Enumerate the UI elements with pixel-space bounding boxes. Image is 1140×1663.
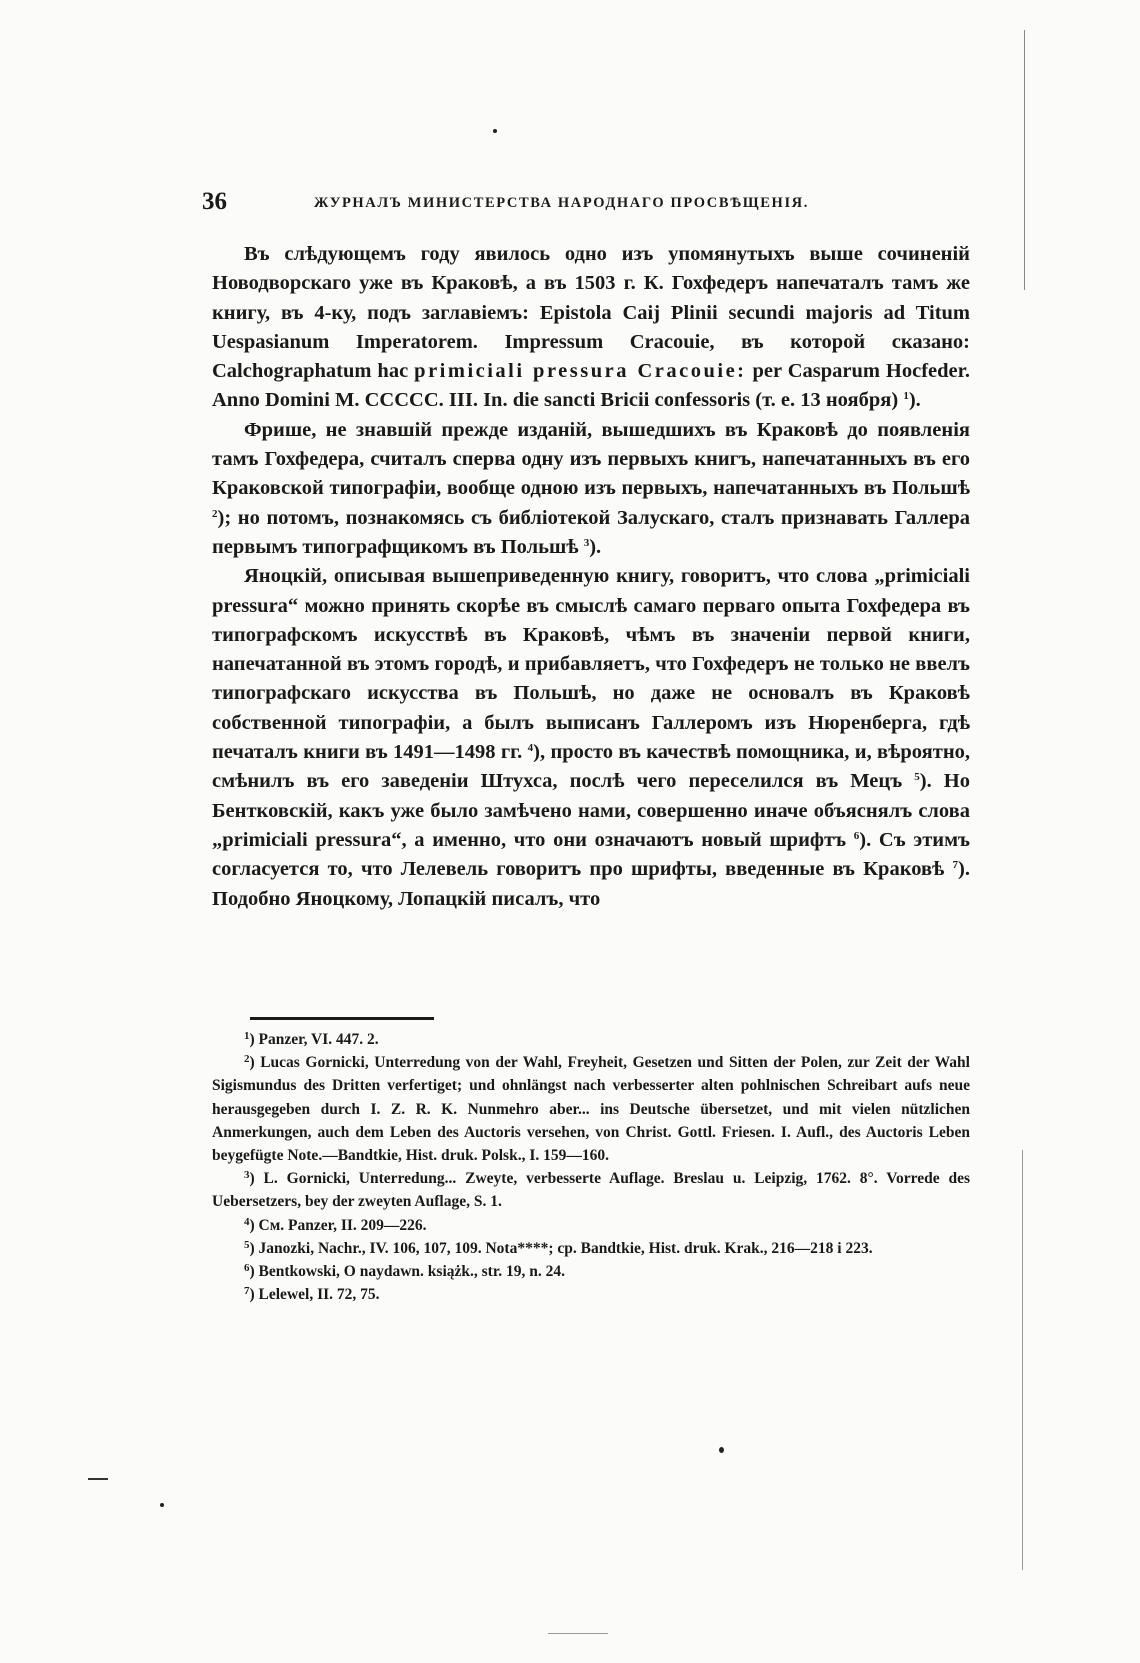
footnote: $^5$) Janozki, Nachr., IV. 106, 107, 109. Nota****; ср. Bandtkie, Hist. druk. Krak., 216—218 i 223. xyxy=(244,1238,873,1257)
body-text xyxy=(212,240,970,914)
scan-speck xyxy=(719,1447,724,1453)
note-ref: 1 xyxy=(903,390,909,403)
footnote-mark: 7 xyxy=(244,1285,250,1298)
footnote: $^1$) Panzer, VI. 447. 2. xyxy=(244,1030,379,1048)
footnote-mark: 4 xyxy=(244,1215,250,1228)
footnote-mark: 2 xyxy=(244,1053,250,1066)
note-ref: 6 xyxy=(853,829,860,842)
note-ref: 5 xyxy=(914,771,920,784)
footnote: $^7$) Lelewel, II. 72, 75. xyxy=(244,1285,380,1304)
note-ref: 2 xyxy=(212,507,218,520)
spaced-quote: primiciali pressura Cracouie: xyxy=(414,360,747,383)
footnote-mark: 3 xyxy=(244,1169,250,1182)
footnote-mark: 5 xyxy=(244,1238,250,1251)
footnote: $^4$) См. Panzer, II. 209—226. xyxy=(244,1215,427,1234)
page-number: 36 xyxy=(202,188,227,215)
scan-edge-line xyxy=(88,1478,108,1480)
footnote: $^3$) L. Gornicki, Unterredung... Zweyte, verbesserte Auflage. Breslau u. Leipzig, 1762. 8°. Vorrede des Uebersetzers, bey der zweyten Auflage, S. 1. xyxy=(212,1169,970,1211)
footnote: $^6$) Bentkowski, O naydawn. książk., str. 19, n. 24. xyxy=(244,1262,566,1281)
footnote: $^2$) Lucas Gornicki, Unterredung von der Wahl, Freyheit, Gesetzen und Sitten der Polen, zur Zeit der Wahl Sigismundus des Dritten verfertiget; und ohnlängst nach verbesserter alten pohlnischen Schreibart aufs neue herausgegeben durch I. Z. R. K. Nunmehro aber... ins Deutsche übersetzet, und mit vielen nützlichen Anmerkungen, auch dem Leben des Auctoris versehen, von Christ. Gottl. Friesen. I. Aufl., des Auctoris Leben beygefügte Note.—Bandtkie, Hist. druk. Polsk., I. 159—160. xyxy=(212,1053,970,1165)
scan-edge-line xyxy=(1022,1150,1023,1570)
running-title: ЖУРНАЛЪ МИНИСТЕРСТВА НАРОДНАГО ПРОСВѢЩЕНІЯ. xyxy=(314,195,809,211)
footnotes xyxy=(212,1028,970,1306)
scan-speck xyxy=(160,1503,164,1507)
paragraph-3: Яноцкій, описывая вышеприведенную книгу, говоритъ, что слова „primiciali pressura“ можно принять скорѣе въ смыслѣ самаго перваго опыта Гохфедера въ типографскомъ искусствѣ въ Краковѣ, чѣмъ въ значеніи первой книги, напечатанной въ этомъ городѣ, и прибавляетъ, что Гохфедеръ не только не ввелъ типографскаго искусства въ Польшѣ, но даже не основалъ въ Краковѣ собственной типографіи, а былъ выписанъ Галлеромъ изъ Нюренберга, гдѣ печаталъ книги въ 1491—1498 гг. $^4$), просто въ качествѣ помощника, и, вѣроятно, смѣнилъ въ его заведеніи Штухса, послѣ чего переселился въ Мецъ $^5$). Но Бентковскій, какъ уже было замѣчено нами, совершенно иначе объяснялъ слова „primiciali pressura“, а именно, что они означаютъ новый шрифтъ $^6$). Съ этимъ согласуется то, что Лелевель говоритъ про шрифты, введенные въ Краковѣ $^7$). Подобно Яноцкому, Лопацкій писалъ, что xyxy=(212,565,971,910)
page-header xyxy=(202,188,962,222)
scan-speck xyxy=(493,129,497,133)
note-ref: 4 xyxy=(527,742,534,755)
footnote-rule xyxy=(250,1017,434,1020)
scan-edge-line xyxy=(548,1633,608,1634)
note-ref: 7 xyxy=(952,859,959,872)
paragraph-2: Фрише, не знавшій прежде изданій, вышедшихъ въ Краковѣ до появленія тамъ Гохфедера, считалъ сперва одну изъ первыхъ книгъ, напечатанныхъ въ его Краковской типографіи, вообще одною изъ первыхъ, напечатанныхъ въ Польшѣ $^2$); но потомъ, познакомясь съ библіотекой Залускаго, сталъ признавать Галлера первымъ типографщикомъ въ Польшѣ $^3$). xyxy=(212,418,970,558)
footnote-mark: 6 xyxy=(244,1262,250,1275)
paragraph-1: Въ слѣдующемъ году явилось одно изъ упомянутыхъ выше сочиненій Новодворскаго уже въ Краковѣ, а въ 1503 г. К. Гохфедеръ напечаталъ тамъ же книгу, въ 4-ку, подъ заглавіемъ: Epistola Caij Plinii secundi majoris ad Titum Uespasianum Imperatorem. Impressum Cracouie, въ которой сказано: Calchographatum hac primiciali pressura Cracouie: per Casparum Hocfeder. Anno Domini M. CCCCC. III. In. die sancti Bricii confessoris (т. е. 13 ноября) $^1$). xyxy=(212,243,970,412)
footnote-mark: 1 xyxy=(244,1030,250,1042)
note-ref: 3 xyxy=(583,536,590,549)
scan-edge-line xyxy=(1024,30,1025,290)
